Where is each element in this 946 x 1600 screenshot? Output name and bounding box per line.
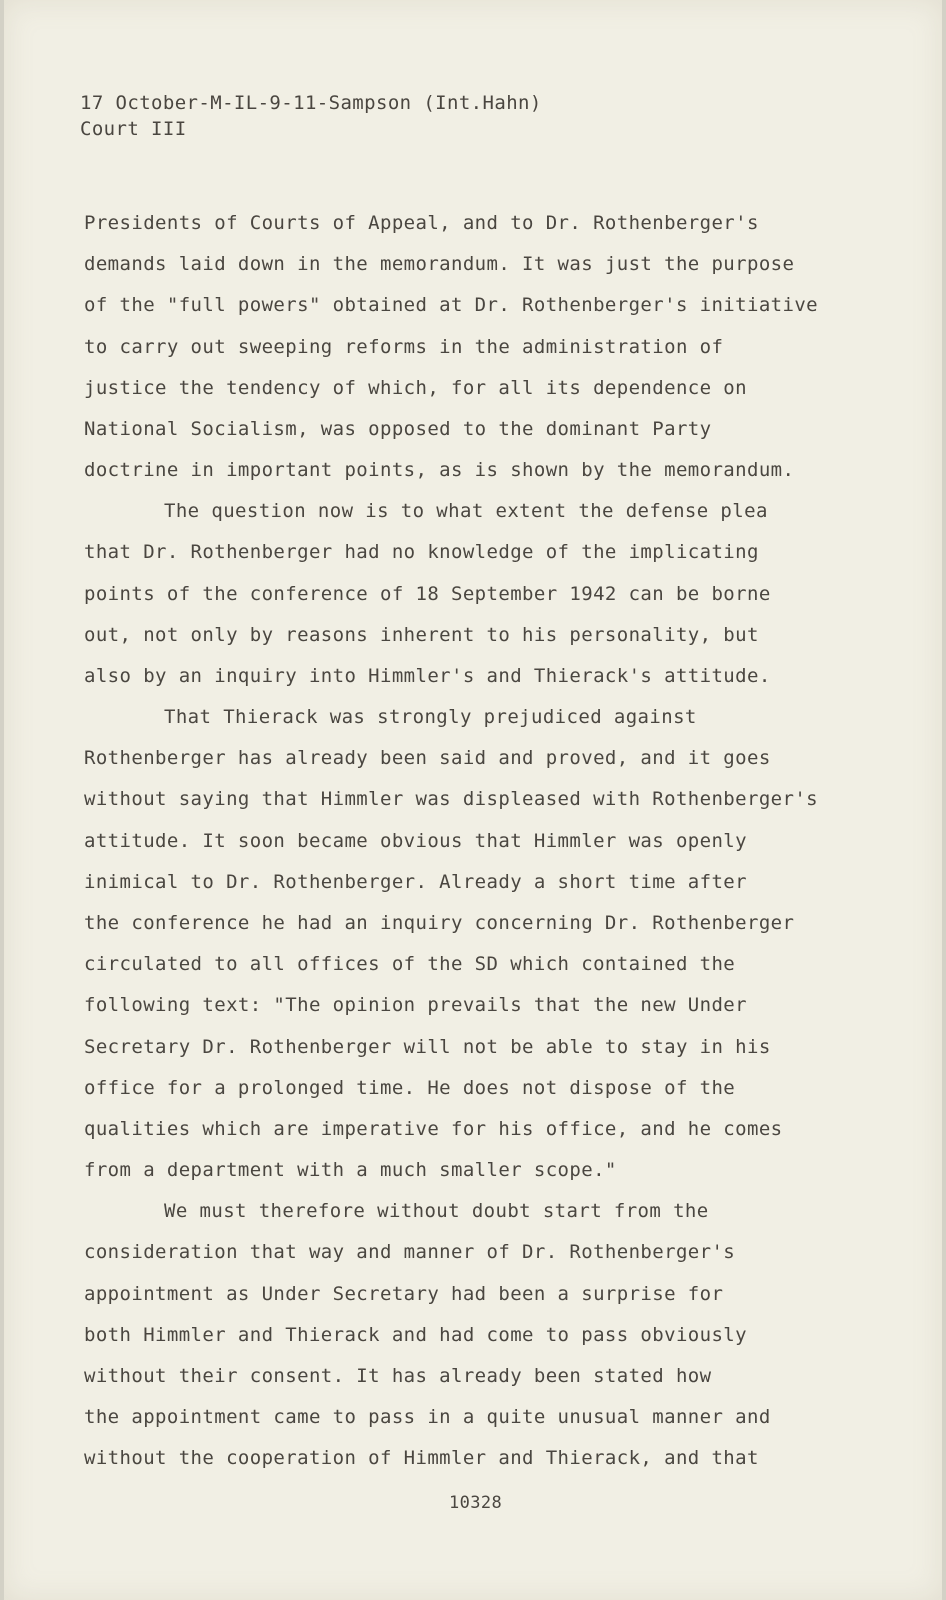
page-number: 10328 bbox=[449, 1493, 503, 1513]
body-line: following text: "The opinion prevails that the new Under bbox=[84, 994, 747, 1016]
body-line: qualities which are imperative for his office, and he comes bbox=[84, 1118, 783, 1140]
body-line: doctrine in important points, as is shown by the memorandum. bbox=[84, 459, 795, 481]
body-line: consideration that way and manner of Dr. Rothenberger's bbox=[84, 1241, 736, 1263]
header-court: Court III bbox=[80, 118, 187, 140]
body-line: appointment as Under Secretary had been a surprise for bbox=[84, 1283, 724, 1305]
body-line: justice the tendency of which, for all its dependence on bbox=[84, 377, 747, 399]
paragraph-start-line: The question now is to what extent the defense plea bbox=[164, 500, 768, 522]
body-line: both Himmler and Thierack and had come to pass obviously bbox=[84, 1324, 747, 1346]
body-line: office for a prolonged time. He does not dispose of the bbox=[84, 1077, 736, 1099]
body-line: demands laid down in the memorandum. It was just the purpose bbox=[84, 253, 795, 275]
body-line: National Socialism, was opposed to the dominant Party bbox=[84, 418, 712, 440]
body-line: Presidents of Courts of Appeal, and to Dr. Rothenberger's bbox=[84, 212, 759, 234]
paragraph-start-line: That Thierack was strongly prejudiced against bbox=[164, 706, 697, 728]
document-page bbox=[4, 0, 942, 1600]
body-line: without saying that Himmler was displeased with Rothenberger's bbox=[84, 788, 819, 810]
body-line: circulated to all offices of the SD which contained the bbox=[84, 953, 736, 975]
header-case-reference: 17 October-M-IL-9-11-Sampson (Int.Hahn) bbox=[80, 92, 542, 114]
body-line: to carry out sweeping reforms in the administration of bbox=[84, 336, 724, 358]
body-line: without the cooperation of Himmler and Thierack, and that bbox=[84, 1447, 759, 1469]
body-line: Rothenberger has already been said and proved, and it goes bbox=[84, 747, 771, 769]
body-line: out, not only by reasons inherent to his personality, but bbox=[84, 624, 759, 646]
body-line: from a department with a much smaller scope." bbox=[84, 1159, 617, 1181]
body-line: Secretary Dr. Rothenberger will not be able to stay in his bbox=[84, 1036, 771, 1058]
body-line: the appointment came to pass in a quite unusual manner and bbox=[84, 1406, 771, 1428]
body-line: without their consent. It has already been stated how bbox=[84, 1365, 712, 1387]
body-line: points of the conference of 18 September 1942 can be borne bbox=[84, 583, 771, 605]
body-line: attitude. It soon became obvious that Himmler was openly bbox=[84, 830, 747, 852]
paragraph-start-line: We must therefore without doubt start from the bbox=[164, 1200, 709, 1222]
body-line: that Dr. Rothenberger had no knowledge of the implicating bbox=[84, 541, 759, 563]
body-line: also by an inquiry into Himmler's and Thierack's attitude. bbox=[84, 665, 771, 687]
body-line: inimical to Dr. Rothenberger. Already a short time after bbox=[84, 871, 747, 893]
body-line: the conference he had an inquiry concerning Dr. Rothenberger bbox=[84, 912, 795, 934]
body-line: of the "full powers" obtained at Dr. Rothenberger's initiative bbox=[84, 294, 819, 316]
